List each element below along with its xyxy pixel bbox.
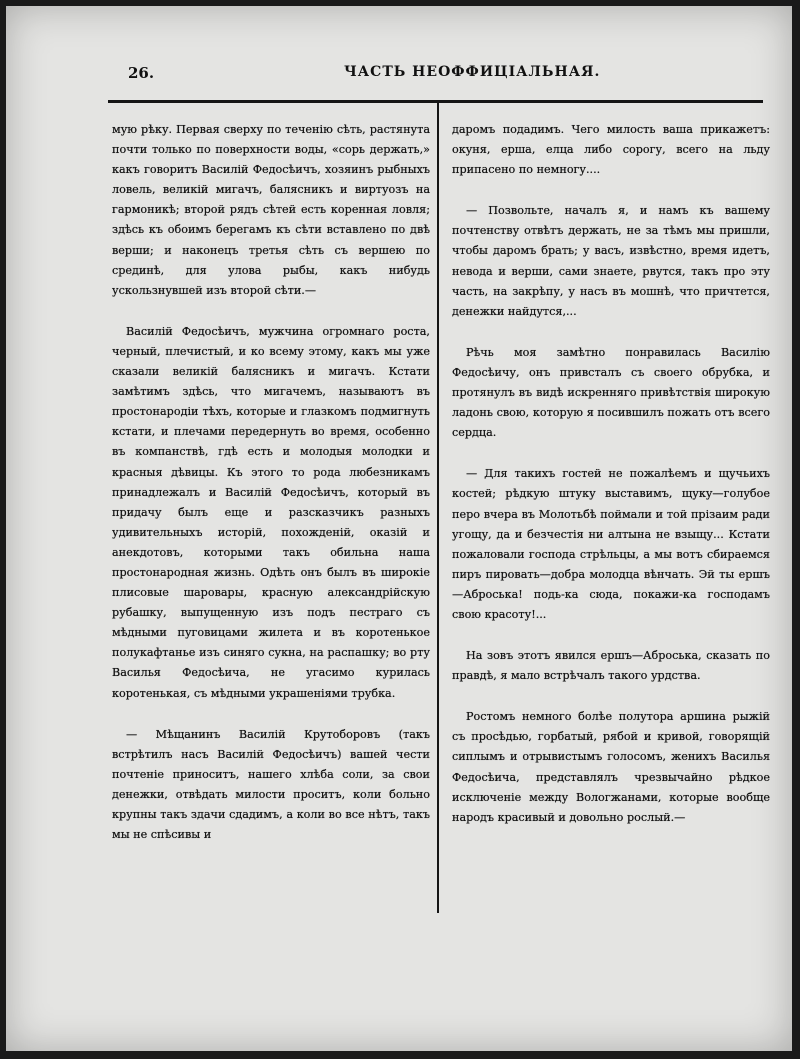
header-rule <box>108 100 763 103</box>
left-paragraph-1: мую рѣку. Первая сверху по теченію сѣть, растянута почти только по поверхности воды, «сорь держать,» какъ говоритъ Василій Федосѣичъ, хозяинъ рыбныхъ ловель, великій мигачъ, балясникъ и виртуозъ на гармоникѣ; второй рядъ сѣтей есть коренная ловля; здѣсь къ обоимъ берегамъ къ сѣти вставлено по двѣ верши; и наконецъ третья сѣть съ вершею по срединѣ, для улова рыбы, какъ нибудь ускользнувшей изъ второй сѣти.— <box>112 123 430 297</box>
running-head: ЧАСТЬ НЕОФФИЦІАЛЬНАЯ. <box>344 64 601 80</box>
left-paragraph-2: Василій Федосѣичъ, мужчина огромнаго роста, черный, плечистый, и ко всему этому, какъ мы уже сказали великій балясникъ и мигачъ. Кстати замѣтимъ здѣсь, что мигачемъ, называютъ въ простонародіи тѣхъ, которые и глазкомъ подмигнуть кстати, и плечами передернуть во время, особенно въ компанствѣ, гдѣ есть и молодыя молодки и красныя дѣвицы. Къ этого то рода любезникамъ принадлежалъ и Василій Федосѣичъ, который въ придачу былъ еще и разсказчикъ разныхъ удивительныхъ исторій, похожденій, оказій и анекдотовъ, которыми такъ обильна наша простонародная жизнь. Одѣть онъ былъ въ широкіе плисовые шаровары, красную александрійскую рубашку, выпущенную изъ подъ пестраго съ мѣдными пуговицами жилета и въ коротенькое полукафтанье изъ синяго сукна, на распашку; во рту Василья Федосѣича, не угасимо курилась коротенькая, съ мѣдными украшеніями трубка. <box>112 324 430 700</box>
page-header <box>106 64 766 86</box>
page-number: 26. <box>128 64 155 82</box>
left-paragraph-3: — Мѣщанинъ Василій Крутоборовъ (такъ встрѣтилъ насъ Василій Федосѣичъ) вашей чести почтеніе приноситъ, нашего хлѣба соли, за свои денежки, отвѣдать милости проситъ, коли больно крупны такъ здачи сдадимъ, а коли во все нѣтъ, такъ мы не спѣсивы и <box>112 727 430 842</box>
left-column <box>112 120 430 845</box>
column-divider <box>437 103 439 913</box>
document-page <box>6 6 792 1051</box>
right-paragraph-2: — Позвольте, началъ я, и намъ къ вашему почтенству отвѣтъ держать, не за тѣмъ мы пришли, чтобы даромъ брать; у васъ, извѣстно, время идетъ, невода и верши, сами знаете, рвутся, такъ про эту часть, на закрѣпу, у насъ въ мошнѣ, что причтется, денежки найдутся,... <box>452 204 770 318</box>
right-paragraph-5: На зовъ этотъ явился ершъ—Аброська, сказать по правдѣ, я мало встрѣчалъ такого урдства. <box>452 649 770 683</box>
right-paragraph-4: — Для такихъ гостей не пожалѣемъ и щучьихъ костей; рѣдкую штуку выставимъ, щуку—голубое перо вчера въ Молотьбѣ поймали и той прізаим ради угощу, да и безчестія ни алтына не взыщу... Кстати пожаловали господа стрѣльцы, а мы вотъ сбираемся пиръ пировать—добра молодца вѣнчать. Эй ты ершъ—Аброська! подь-ка сюда, покажи-ка господамъ свою красоту!... <box>452 467 770 621</box>
right-paragraph-6: Ростомъ немного болѣе полутора аршина рыжій съ просѣдью, горбатый, рябой и кривой, говорящій сиплымъ и отрывистымъ голосомъ, женихъ Василья Федосѣича, представлялъ чрезвычайно рѣдкое исключеніе между Вологжанами, которые вообще народъ красивый и довольно рослый.— <box>452 710 770 824</box>
right-column <box>452 120 770 828</box>
right-paragraph-3: Рѣчь моя замѣтно понравилась Василію Федосѣичу, онъ привсталъ съ своего обрубка, и протянулъ въ видѣ искренняго привѣтствія широкую ладонь свою, которую я посившилъ пожать отъ всего сердца. <box>452 345 770 440</box>
right-paragraph-1: даромъ подадимъ. Чего милость ваша прикажетъ: окуня, ерша, елца либо сорогу, всего на льду припасено по немногу.... <box>452 123 770 177</box>
